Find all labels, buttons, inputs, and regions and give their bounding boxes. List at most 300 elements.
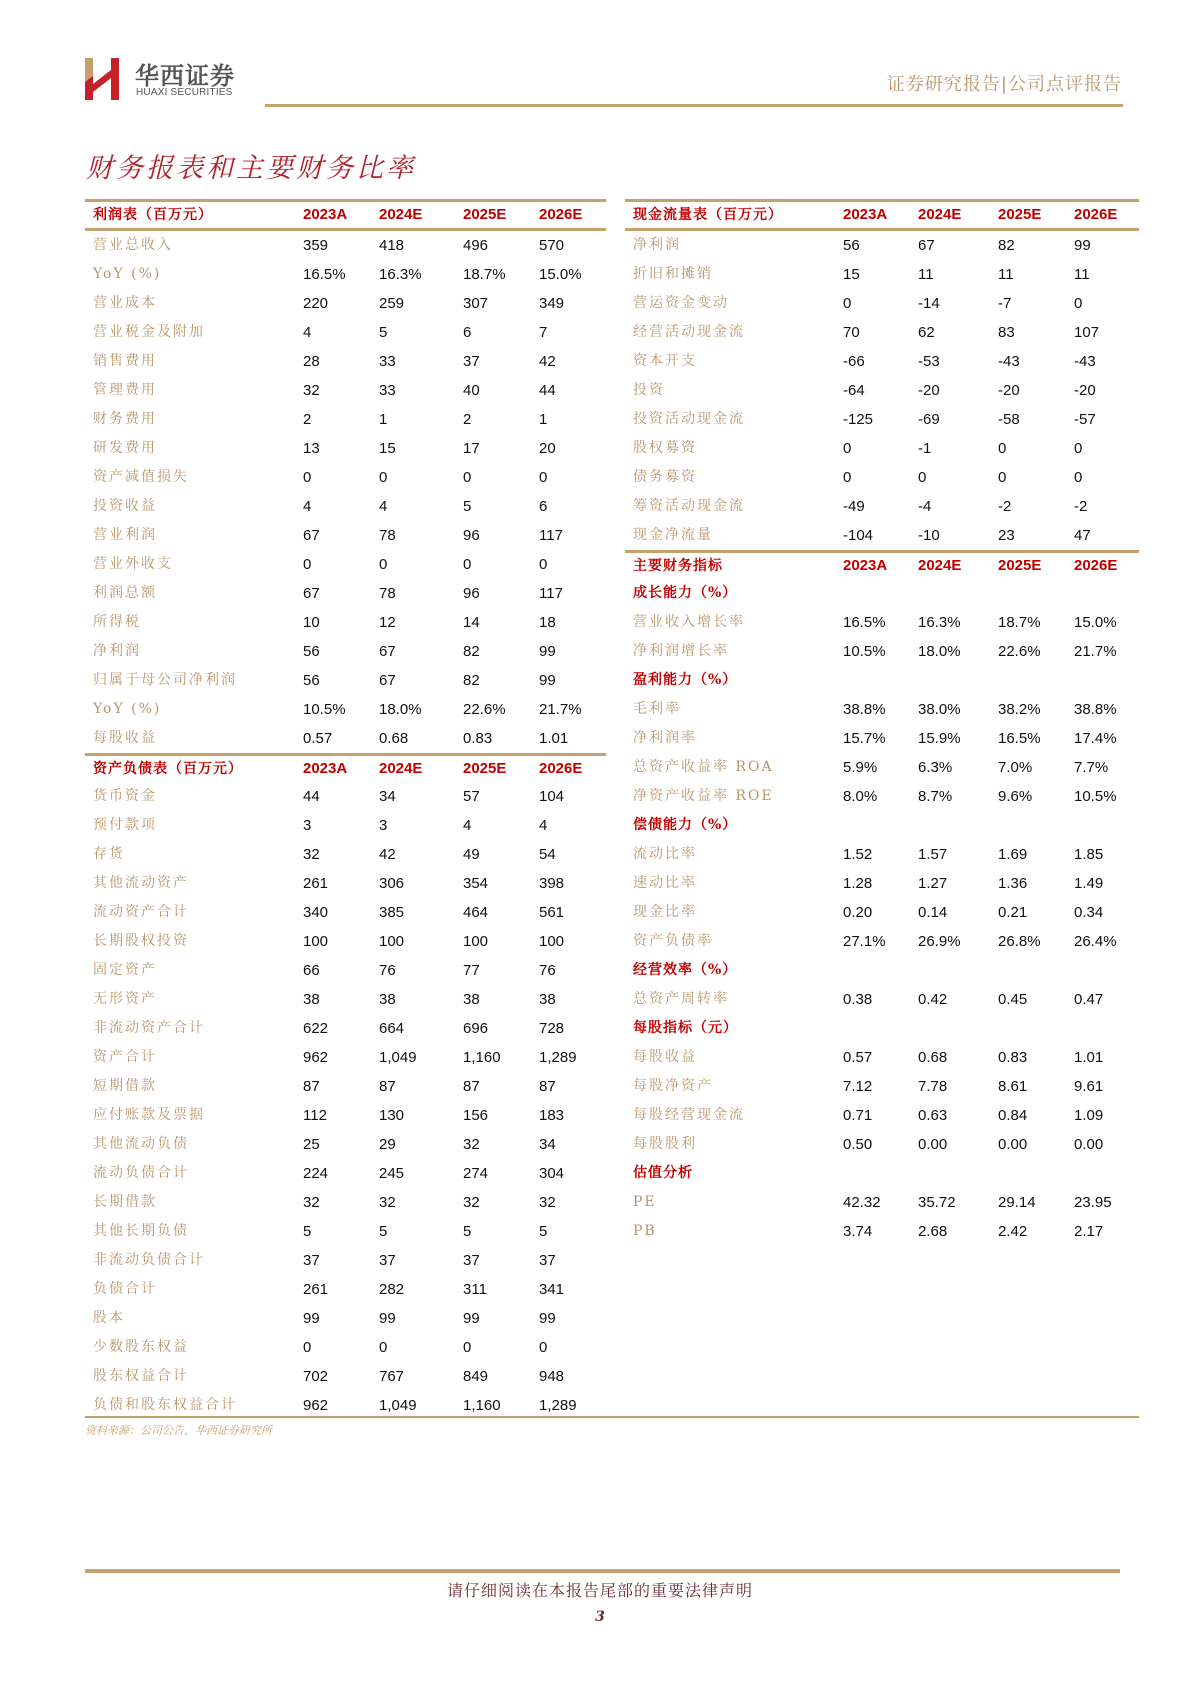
table-row — [625, 869, 1139, 898]
row-label: 负债合计 — [93, 1281, 157, 1297]
value-cell: 76 — [379, 962, 396, 979]
table-row — [625, 1217, 1139, 1246]
year-header-cell: 2025E — [998, 557, 1042, 574]
value-cell: 561 — [539, 904, 565, 921]
value-cell: 15 — [379, 440, 396, 457]
row-label: 资产负债表（百万元） — [93, 761, 243, 777]
year-header-cell: 2025E — [463, 206, 507, 223]
value-cell: 29.14 — [998, 1194, 1036, 1211]
value-cell: 11 — [998, 266, 1014, 283]
table-row — [625, 898, 1139, 927]
table-row — [625, 753, 1139, 782]
table-row — [85, 1101, 606, 1130]
row-label: 营运资金变动 — [633, 295, 729, 311]
value-cell: 70 — [843, 324, 860, 341]
value-cell: 224 — [303, 1165, 329, 1182]
table-row — [625, 260, 1139, 289]
value-cell: 38.8% — [1074, 701, 1117, 718]
row-label: 管理费用 — [93, 382, 157, 398]
value-cell: 0.63 — [918, 1107, 948, 1124]
value-cell: 34 — [539, 1136, 556, 1153]
row-label: 毛利率 — [633, 701, 681, 717]
table-row — [85, 231, 606, 260]
value-cell: 0.34 — [1074, 904, 1104, 921]
row-label: 货币资金 — [93, 788, 157, 804]
value-cell: -53 — [918, 353, 940, 370]
row-label: 财务费用 — [93, 411, 157, 427]
value-cell: 0.14 — [918, 904, 948, 921]
value-cell: 1.69 — [998, 846, 1028, 863]
row-label: 股东权益合计 — [93, 1368, 189, 1384]
value-cell: 7.78 — [918, 1078, 948, 1095]
year-header-cell: 2024E — [918, 206, 962, 223]
value-cell: 0 — [539, 469, 548, 486]
value-cell: 44 — [539, 382, 556, 399]
value-cell: 0.20 — [843, 904, 873, 921]
row-label: 销售费用 — [93, 353, 157, 369]
value-cell: 0 — [843, 469, 852, 486]
value-cell: 1,289 — [539, 1397, 577, 1414]
value-cell: 25 — [303, 1136, 320, 1153]
value-cell: 0 — [303, 469, 312, 486]
value-cell: 38.0% — [918, 701, 961, 718]
value-cell: 107 — [1074, 324, 1100, 341]
value-cell: 99 — [539, 672, 556, 689]
row-label: 投资活动现金流 — [633, 411, 745, 427]
year-header-cell: 2026E — [1074, 557, 1118, 574]
row-label: 所得税 — [93, 614, 141, 630]
row-label: 营业税金及附加 — [93, 324, 205, 340]
value-cell: 32 — [539, 1194, 556, 1211]
row-label: 非流动资产合计 — [93, 1020, 205, 1036]
value-cell: 112 — [303, 1107, 327, 1124]
value-cell: 0.57 — [303, 730, 333, 747]
value-cell: 32 — [303, 1194, 320, 1211]
value-cell: 62 — [918, 324, 935, 341]
table-row — [85, 1333, 606, 1362]
value-cell: 0 — [463, 556, 472, 573]
table-row — [85, 1246, 606, 1275]
row-label: 净资产收益率 ROE — [633, 788, 774, 804]
value-cell: 35.72 — [918, 1194, 956, 1211]
value-cell: 23.95 — [1074, 1194, 1112, 1211]
table-row — [625, 376, 1139, 405]
table-row — [85, 521, 606, 550]
logo-english-name: HUAXI SECURITIES — [136, 87, 233, 98]
table-row — [85, 1275, 606, 1304]
value-cell: 0 — [303, 556, 312, 573]
value-cell: 100 — [303, 933, 329, 950]
table-row — [625, 289, 1139, 318]
value-cell: 2.17 — [1074, 1223, 1104, 1240]
value-cell: 67 — [303, 527, 320, 544]
value-cell: 6 — [463, 324, 472, 341]
table-row — [625, 695, 1139, 724]
value-cell: 99 — [303, 1310, 320, 1327]
value-cell: 1.28 — [843, 875, 873, 892]
table-row — [85, 318, 606, 347]
table-row — [85, 1217, 606, 1246]
value-cell: 1.52 — [843, 846, 873, 863]
value-cell: 1 — [379, 411, 388, 428]
value-cell: 307 — [463, 295, 489, 312]
value-cell: 0.83 — [463, 730, 493, 747]
row-label: 盈利能力（%） — [633, 672, 738, 688]
value-cell: 4 — [303, 498, 312, 515]
row-label: 总资产收益率 ROA — [633, 759, 774, 775]
value-cell: 702 — [303, 1368, 329, 1385]
value-cell: 5 — [379, 1223, 388, 1240]
value-cell: 78 — [379, 527, 396, 544]
row-label: 成长能力（%） — [633, 585, 738, 601]
row-label: 流动负债合计 — [93, 1165, 189, 1181]
row-label: 总资产周转率 — [633, 991, 729, 1007]
value-cell: 117 — [539, 527, 563, 544]
row-label: 每股净资产 — [633, 1078, 713, 1094]
value-cell: 1,049 — [379, 1397, 417, 1414]
year-header-cell: 2024E — [918, 557, 962, 574]
value-cell: 15 — [843, 266, 860, 283]
value-cell: 104 — [539, 788, 565, 805]
value-cell: 99 — [1074, 237, 1091, 254]
value-cell: 20 — [539, 440, 556, 457]
value-cell: 21.7% — [539, 701, 582, 718]
value-cell: 0.83 — [998, 1049, 1028, 1066]
row-label: 筹资活动现金流 — [633, 498, 745, 514]
value-cell: 87 — [539, 1078, 556, 1095]
value-cell: 10.5% — [303, 701, 346, 718]
value-cell: 8.61 — [998, 1078, 1028, 1095]
table-row — [625, 1043, 1139, 1072]
value-cell: 1.01 — [539, 730, 569, 747]
table-row — [85, 492, 606, 521]
value-cell: 16.3% — [379, 266, 422, 283]
value-cell: -20 — [918, 382, 940, 399]
table-row — [625, 1072, 1139, 1101]
table-row — [85, 463, 606, 492]
value-cell: -58 — [998, 411, 1020, 428]
value-cell: 11 — [1074, 266, 1090, 283]
table-row — [85, 579, 606, 608]
value-cell: 67 — [379, 643, 396, 660]
footer-disclaimer: 请仔细阅读在本报告尾部的重要法律声明 — [446, 1581, 753, 1600]
value-cell: 261 — [303, 1281, 329, 1298]
row-label: 净利润 — [633, 237, 681, 253]
value-cell: 0.00 — [918, 1136, 948, 1153]
value-cell: 10 — [303, 614, 320, 631]
table-row — [85, 869, 606, 898]
table-row — [625, 637, 1139, 666]
value-cell: 274 — [463, 1165, 489, 1182]
value-cell: 15.7% — [843, 730, 886, 747]
value-cell: 99 — [379, 1310, 396, 1327]
value-cell: 32 — [379, 1194, 396, 1211]
value-cell: -4 — [918, 498, 932, 515]
huaxi-logo-mark-icon — [85, 58, 121, 100]
value-cell: 7 — [539, 324, 548, 341]
row-label: 非流动负债合计 — [93, 1252, 205, 1268]
table-row — [85, 985, 606, 1014]
value-cell: 56 — [303, 672, 320, 689]
value-cell: 304 — [539, 1165, 565, 1182]
value-cell: 38 — [539, 991, 556, 1008]
value-cell: 6 — [539, 498, 548, 515]
year-header-cell: 2026E — [539, 206, 583, 223]
logo-chinese-name: 华西证券 — [135, 61, 235, 90]
row-label: 长期借款 — [93, 1194, 157, 1210]
value-cell: -2 — [1074, 498, 1088, 515]
table-row — [625, 463, 1139, 492]
value-cell: 117 — [539, 585, 563, 602]
value-cell: 16.3% — [918, 614, 961, 631]
value-cell: 261 — [303, 875, 329, 892]
value-cell: -1 — [918, 440, 932, 457]
row-label: 每股收益 — [633, 1049, 697, 1065]
value-cell: 5 — [303, 1223, 312, 1240]
value-cell: 10.5% — [1074, 788, 1117, 805]
value-cell: 40 — [463, 382, 480, 399]
row-label: 负债和股东权益合计 — [93, 1397, 237, 1413]
value-cell: 849 — [463, 1368, 489, 1385]
value-cell: 12 — [379, 614, 396, 631]
value-cell: 23 — [998, 527, 1015, 544]
value-cell: 0.84 — [998, 1107, 1028, 1124]
value-cell: 0.71 — [843, 1107, 873, 1124]
value-cell: 1.36 — [998, 875, 1028, 892]
value-cell: 66 — [303, 962, 320, 979]
row-label: 投资收益 — [93, 498, 157, 514]
value-cell: 259 — [379, 295, 405, 312]
row-label: 利润表（百万元） — [93, 207, 213, 223]
value-cell: 0.00 — [998, 1136, 1028, 1153]
row-label: 速动比率 — [633, 875, 697, 891]
value-cell: 0 — [1074, 295, 1083, 312]
year-header-cell: 2025E — [463, 760, 507, 777]
row-label: 股权募资 — [633, 440, 697, 456]
value-cell: 99 — [539, 1310, 556, 1327]
table-row — [85, 1130, 606, 1159]
table-row — [85, 1043, 606, 1072]
year-header-cell: 2023A — [303, 760, 348, 777]
value-cell: 0.68 — [918, 1049, 948, 1066]
value-cell: 1.85 — [1074, 846, 1104, 863]
value-cell: 2.68 — [918, 1223, 948, 1240]
row-label: 资本开支 — [633, 353, 697, 369]
value-cell: 33 — [379, 353, 396, 370]
table-row — [85, 927, 606, 956]
value-cell: 622 — [303, 1020, 329, 1037]
value-cell: 18 — [539, 614, 556, 631]
table-row — [85, 1304, 606, 1333]
value-cell: 311 — [463, 1281, 487, 1298]
value-cell: 496 — [463, 237, 489, 254]
year-header-cell: 2023A — [303, 206, 348, 223]
row-label: 应付账款及票据 — [93, 1107, 205, 1123]
value-cell: 341 — [539, 1281, 565, 1298]
year-header-cell: 2023A — [843, 206, 888, 223]
value-cell: 767 — [379, 1368, 405, 1385]
value-cell: 38 — [379, 991, 396, 1008]
row-label: 每股经营现金流 — [633, 1107, 745, 1123]
value-cell: 11 — [918, 266, 934, 283]
row-label: 资产合计 — [93, 1049, 157, 1065]
row-label: YoY (%) — [93, 701, 162, 717]
table-row — [85, 1072, 606, 1101]
row-label: 估值分析 — [633, 1165, 693, 1181]
row-label: 现金流量表（百万元） — [633, 207, 783, 223]
value-cell: 5.9% — [843, 759, 878, 776]
table-row — [85, 724, 606, 753]
value-cell: 464 — [463, 904, 489, 921]
value-cell: 282 — [379, 1281, 405, 1298]
value-cell: 67 — [379, 672, 396, 689]
value-cell: -43 — [1074, 353, 1096, 370]
value-cell: 0 — [843, 440, 852, 457]
row-label: 净利润率 — [633, 730, 697, 746]
value-cell: 33 — [379, 382, 396, 399]
table-row — [85, 1188, 606, 1217]
value-cell: 1.01 — [1074, 1049, 1104, 1066]
table-row — [625, 782, 1139, 811]
value-cell: 21.7% — [1074, 643, 1117, 660]
year-header-cell: 2026E — [539, 760, 583, 777]
value-cell: 570 — [539, 237, 565, 254]
value-cell: 87 — [379, 1078, 396, 1095]
value-cell: 0.45 — [998, 991, 1028, 1008]
value-cell: 38 — [463, 991, 480, 1008]
table-header-row — [85, 753, 606, 782]
row-label: 每股股利 — [633, 1136, 697, 1152]
value-cell: 0.00 — [1074, 1136, 1104, 1153]
value-cell: 37 — [463, 353, 480, 370]
value-cell: 0.68 — [379, 730, 409, 747]
table-row — [625, 231, 1139, 260]
value-cell: 82 — [998, 237, 1015, 254]
row-label: 资产减值损失 — [93, 469, 189, 485]
value-cell: 0 — [379, 556, 388, 573]
value-cell: -66 — [843, 353, 865, 370]
value-cell: 1,160 — [463, 1397, 501, 1414]
value-cell: 17 — [463, 440, 480, 457]
value-cell: 16.5% — [998, 730, 1041, 747]
value-cell: 67 — [303, 585, 320, 602]
value-cell: -57 — [1074, 411, 1096, 428]
row-label: 营业外收支 — [93, 556, 173, 572]
value-cell: 87 — [303, 1078, 320, 1095]
value-cell: 0 — [998, 469, 1007, 486]
row-label: 股本 — [93, 1310, 125, 1326]
value-cell: 962 — [303, 1397, 329, 1414]
value-cell: 0 — [918, 469, 927, 486]
table-row — [85, 1159, 606, 1188]
value-cell: 1 — [539, 411, 548, 428]
value-cell: 15.0% — [539, 266, 582, 283]
value-cell: 0 — [303, 1339, 312, 1356]
row-label: 偿债能力（%） — [633, 817, 738, 833]
value-cell: 100 — [379, 933, 405, 950]
value-cell: 0.57 — [843, 1049, 873, 1066]
value-cell: 3 — [303, 817, 312, 834]
value-cell: 0.42 — [918, 991, 948, 1008]
value-cell: 38.8% — [843, 701, 886, 718]
row-label: 营业成本 — [93, 295, 157, 311]
row-label: PB — [633, 1223, 657, 1239]
row-label: PE — [633, 1194, 657, 1210]
value-cell: 29 — [379, 1136, 396, 1153]
table-row — [625, 985, 1139, 1014]
value-cell: 15.9% — [918, 730, 961, 747]
table-row — [625, 1101, 1139, 1130]
row-label: 投资 — [633, 382, 665, 398]
value-cell: 398 — [539, 875, 565, 892]
table-row — [85, 405, 606, 434]
value-cell: 26.8% — [998, 933, 1041, 950]
row-label: 其他长期负债 — [93, 1223, 189, 1239]
year-header-cell: 2024E — [379, 206, 423, 223]
value-cell: 0.38 — [843, 991, 873, 1008]
table-row — [625, 318, 1139, 347]
row-label: 折旧和摊销 — [633, 266, 713, 282]
row-label: 少数股东权益 — [93, 1339, 189, 1355]
table-row — [625, 521, 1139, 550]
row-label: 其他流动负债 — [93, 1136, 189, 1152]
row-label: 净利润 — [93, 643, 141, 659]
table-header-row — [85, 199, 606, 231]
value-cell: 0 — [998, 440, 1007, 457]
table-row — [85, 550, 606, 579]
value-cell: 32 — [463, 1136, 480, 1153]
value-cell: -104 — [843, 527, 874, 544]
value-cell: 306 — [379, 875, 405, 892]
value-cell: -14 — [918, 295, 940, 312]
value-cell: -125 — [843, 411, 874, 428]
value-cell: 99 — [539, 643, 556, 660]
page-title: 财务报表和主要财务比率 — [86, 153, 416, 184]
table-row — [85, 260, 606, 289]
row-label: 每股收益 — [93, 730, 157, 746]
row-label: 主要财务指标 — [633, 558, 723, 574]
table-row — [85, 1014, 606, 1043]
value-cell: 38.2% — [998, 701, 1041, 718]
header-divider — [265, 104, 1123, 107]
value-cell: 1.49 — [1074, 875, 1104, 892]
table-row — [625, 927, 1139, 956]
year-header-cell: 2025E — [998, 206, 1042, 223]
year-header-cell: 2024E — [379, 760, 423, 777]
value-cell: 8.7% — [918, 788, 953, 805]
value-cell: 56 — [843, 237, 860, 254]
value-cell: 359 — [303, 237, 329, 254]
value-cell: 57 — [463, 788, 480, 805]
table-row — [625, 724, 1139, 753]
table-row — [85, 898, 606, 927]
value-cell: 0 — [463, 469, 472, 486]
row-label: 研发费用 — [93, 440, 157, 456]
value-cell: 962 — [303, 1049, 329, 1066]
value-cell: 4 — [303, 324, 312, 341]
value-cell: 418 — [379, 237, 405, 254]
value-cell: 4 — [379, 498, 388, 515]
year-header-cell: 2026E — [1074, 206, 1118, 223]
value-cell: 0 — [379, 1339, 388, 1356]
value-cell: 17.4% — [1074, 730, 1117, 747]
value-cell: 67 — [918, 237, 935, 254]
value-cell: -49 — [843, 498, 865, 515]
value-cell: 15.0% — [1074, 614, 1117, 631]
value-cell: 18.0% — [918, 643, 961, 660]
table-row — [625, 434, 1139, 463]
row-label: 流动资产合计 — [93, 904, 189, 920]
